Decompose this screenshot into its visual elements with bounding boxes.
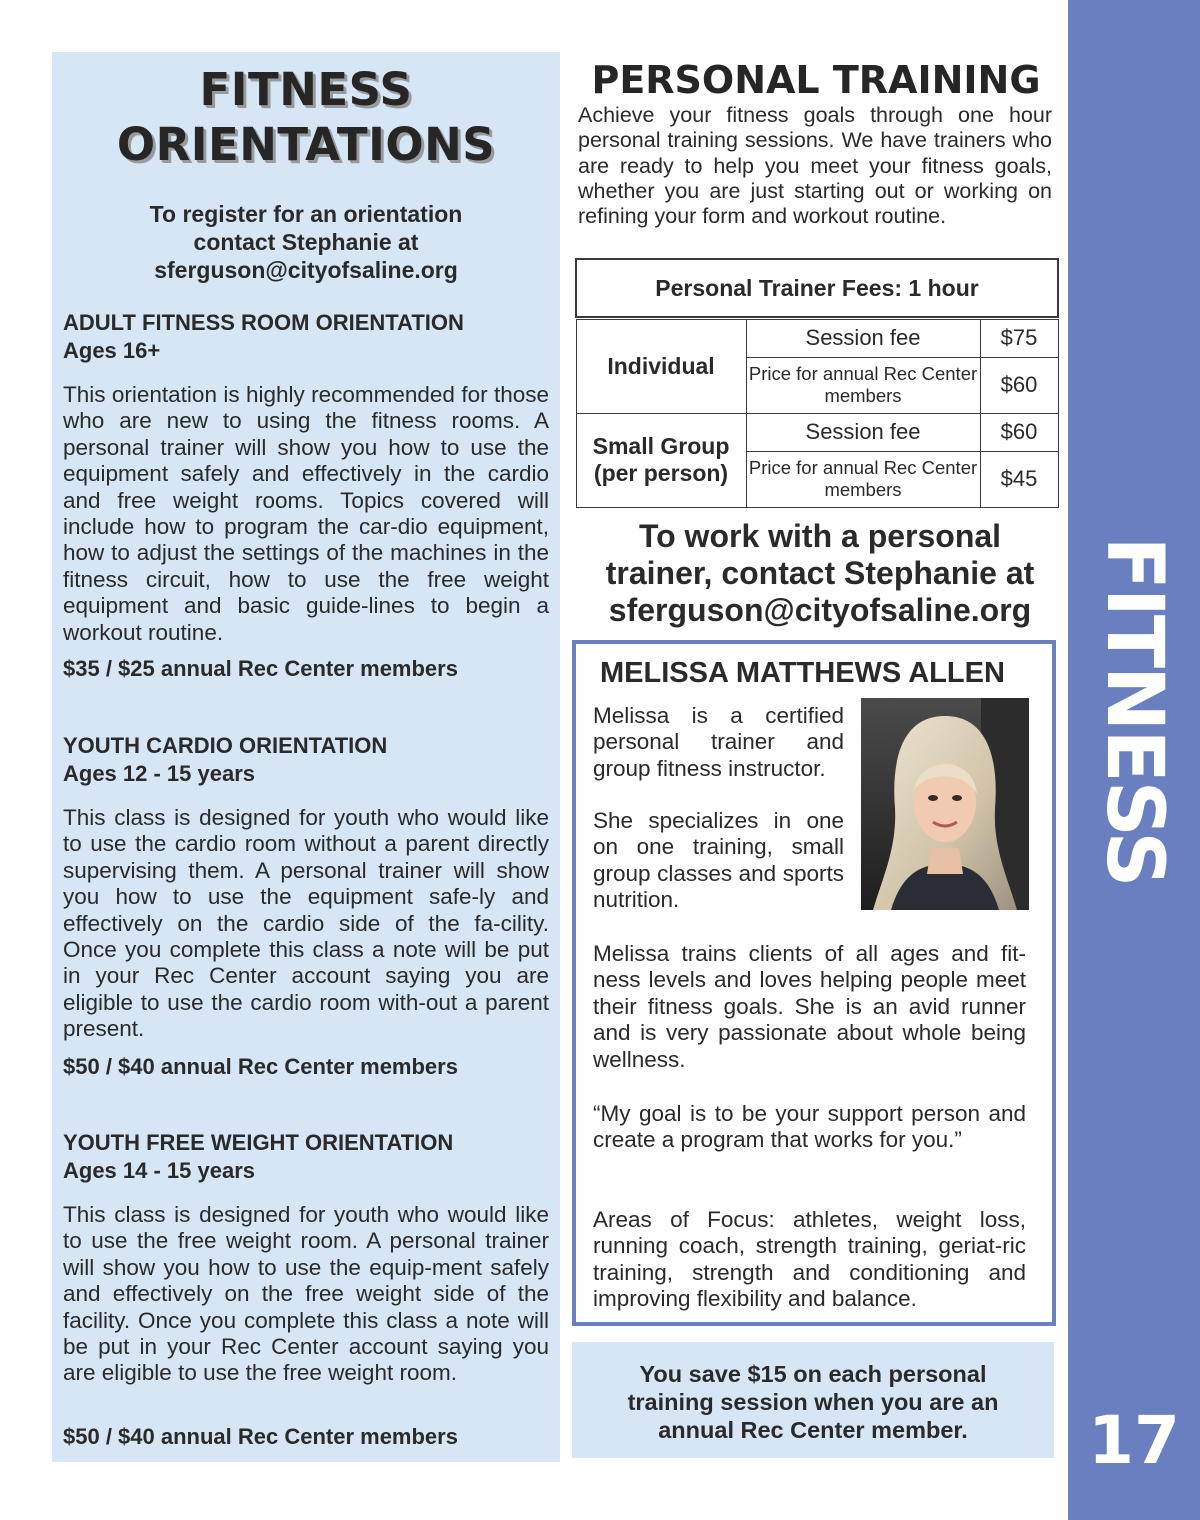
fee-label: Session fee: [746, 319, 980, 357]
personal-training-title: PERSONAL TRAINING: [591, 58, 1041, 102]
section-title: ADULT FITNESS ROOM ORIENTATION: [63, 310, 464, 335]
title-line: FITNESS: [199, 63, 413, 116]
fee-price: $45: [980, 451, 1058, 507]
title-line: ORIENTATIONS: [116, 118, 496, 171]
trainer-quote: “My goal is to be your support person and create a program that works for you.”: [593, 1101, 1026, 1153]
trainer-contact-note: [572, 518, 1068, 629]
contact-line: trainer, contact Stephanie at: [605, 555, 1035, 591]
register-line: To register for an orientation: [149, 201, 463, 227]
fee-label: Price for annual Rec Center members: [746, 451, 980, 507]
trainer-specialty: She specializes in one on one training, small group classes and sports nutrition.: [593, 808, 844, 913]
orientations-title: [52, 62, 560, 172]
table-row: [576, 413, 1058, 451]
section-title: YOUTH FREE WEIGHT ORIENTATION: [63, 1130, 454, 1155]
fee-label: Price for annual Rec Center members: [746, 357, 980, 413]
trainer-photo: [861, 698, 1029, 910]
youth-free-weight-price: $50 / $40 annual Rec Center members: [63, 1424, 458, 1449]
youth-free-weight-description: This class is designed for youth who would like to use the free weight room. A personal trainer will show you how to use the equip-ment safely and effectively on the free weight side of the facility. Once you complete this class a note will be put in your Rec Center account saying you are eligible to use the free weight room.: [63, 1202, 549, 1386]
register-email: sferguson@cityofsaline.org: [154, 257, 458, 283]
adult-orientation-heading: [63, 309, 553, 365]
group-individual: Individual: [576, 319, 746, 413]
youth-cardio-heading: [63, 732, 553, 788]
adult-orientation-price: $35 / $25 annual Rec Center members: [63, 656, 458, 681]
contact-line: To work with a personal: [638, 518, 1002, 554]
table-row: [576, 319, 1058, 357]
group-name: Small Group: [592, 433, 730, 459]
section-title: YOUTH CARDIO ORIENTATION: [63, 733, 388, 758]
youth-cardio-description: This class is designed for youth who would like to use the cardio room without a parent directly supervising them. A personal trainer will show you how to use the equipment safe-ly and effectively on the cardio side of the fa-cility. Once you complete this class a note will be put in your Rec Center account saying you are eligible to use the cardio room with-out a parent present.: [63, 805, 549, 1042]
savings-line: annual Rec Center member.: [658, 1417, 968, 1443]
fee-price: $75: [980, 319, 1058, 357]
trainer-intro: Melissa is a certified personal trainer and group fitness instructor.: [593, 703, 844, 781]
personal-training-intro: Achieve your fitness goals through one hour personal training sessions. We have trainers who are ready to help you meet your fitness goals, whether you are just starting out or working on refining your form and workout routine.: [578, 103, 1052, 229]
youth-free-weight-heading: [63, 1129, 553, 1185]
fees-table-header: Personal Trainer Fees: 1 hour: [576, 259, 1058, 317]
trainer-focus-areas: Areas of Focus: athletes, weight loss, running coach, strength training, geriat-ric training, strength and conditioning and improving flexibility and balance.: [593, 1207, 1026, 1312]
group-small-group: [576, 413, 746, 507]
fees-table-header-row: [576, 259, 1058, 317]
trainer-fees-table: [575, 258, 1059, 508]
section-ages: Ages 14 - 15 years: [63, 1158, 256, 1183]
savings-line: training session when you are an: [627, 1389, 999, 1415]
trainer-portrait-image: [861, 698, 1029, 910]
savings-note: [590, 1360, 1036, 1444]
adult-orientation-description: This orientation is highly recommended for those who are new to using the fitness rooms. A personal trainer will show you how to use the equipment safely and effectively in the cardio and free weight rooms. Topics covered will include how to program the car-dio equipment, how to adjust the settings of the machines in the fitness circuit, how to use the free weight equipment and basic guide-lines to begin a workout routine.: [63, 382, 549, 645]
section-ages: Ages 12 - 15 years: [63, 761, 256, 786]
register-line: contact Stephanie at: [193, 229, 419, 255]
fee-price: $60: [980, 413, 1058, 451]
trainer-name: MELISSA MATTHEWS ALLEN: [600, 657, 1005, 689]
section-tab-label: FITNESS: [1089, 536, 1179, 886]
fee-label: Session fee: [746, 413, 980, 451]
savings-line: You save $15 on each personal: [639, 1361, 987, 1387]
trainer-bio: Melissa trains clients of all ages and fit-ness levels and loves helping people meet their fitness goals. She is an avid runner and is very passionate about whole being wellness.: [593, 941, 1026, 1072]
section-ages: Ages 16+: [63, 338, 161, 363]
group-name-qualifier: (per person): [593, 460, 729, 486]
register-note: [100, 200, 512, 284]
page-number: 17: [1088, 1402, 1180, 1479]
fee-price: $60: [980, 357, 1058, 413]
youth-cardio-price: $50 / $40 annual Rec Center members: [63, 1054, 458, 1079]
contact-email: sferguson@cityofsaline.org: [608, 592, 1032, 628]
